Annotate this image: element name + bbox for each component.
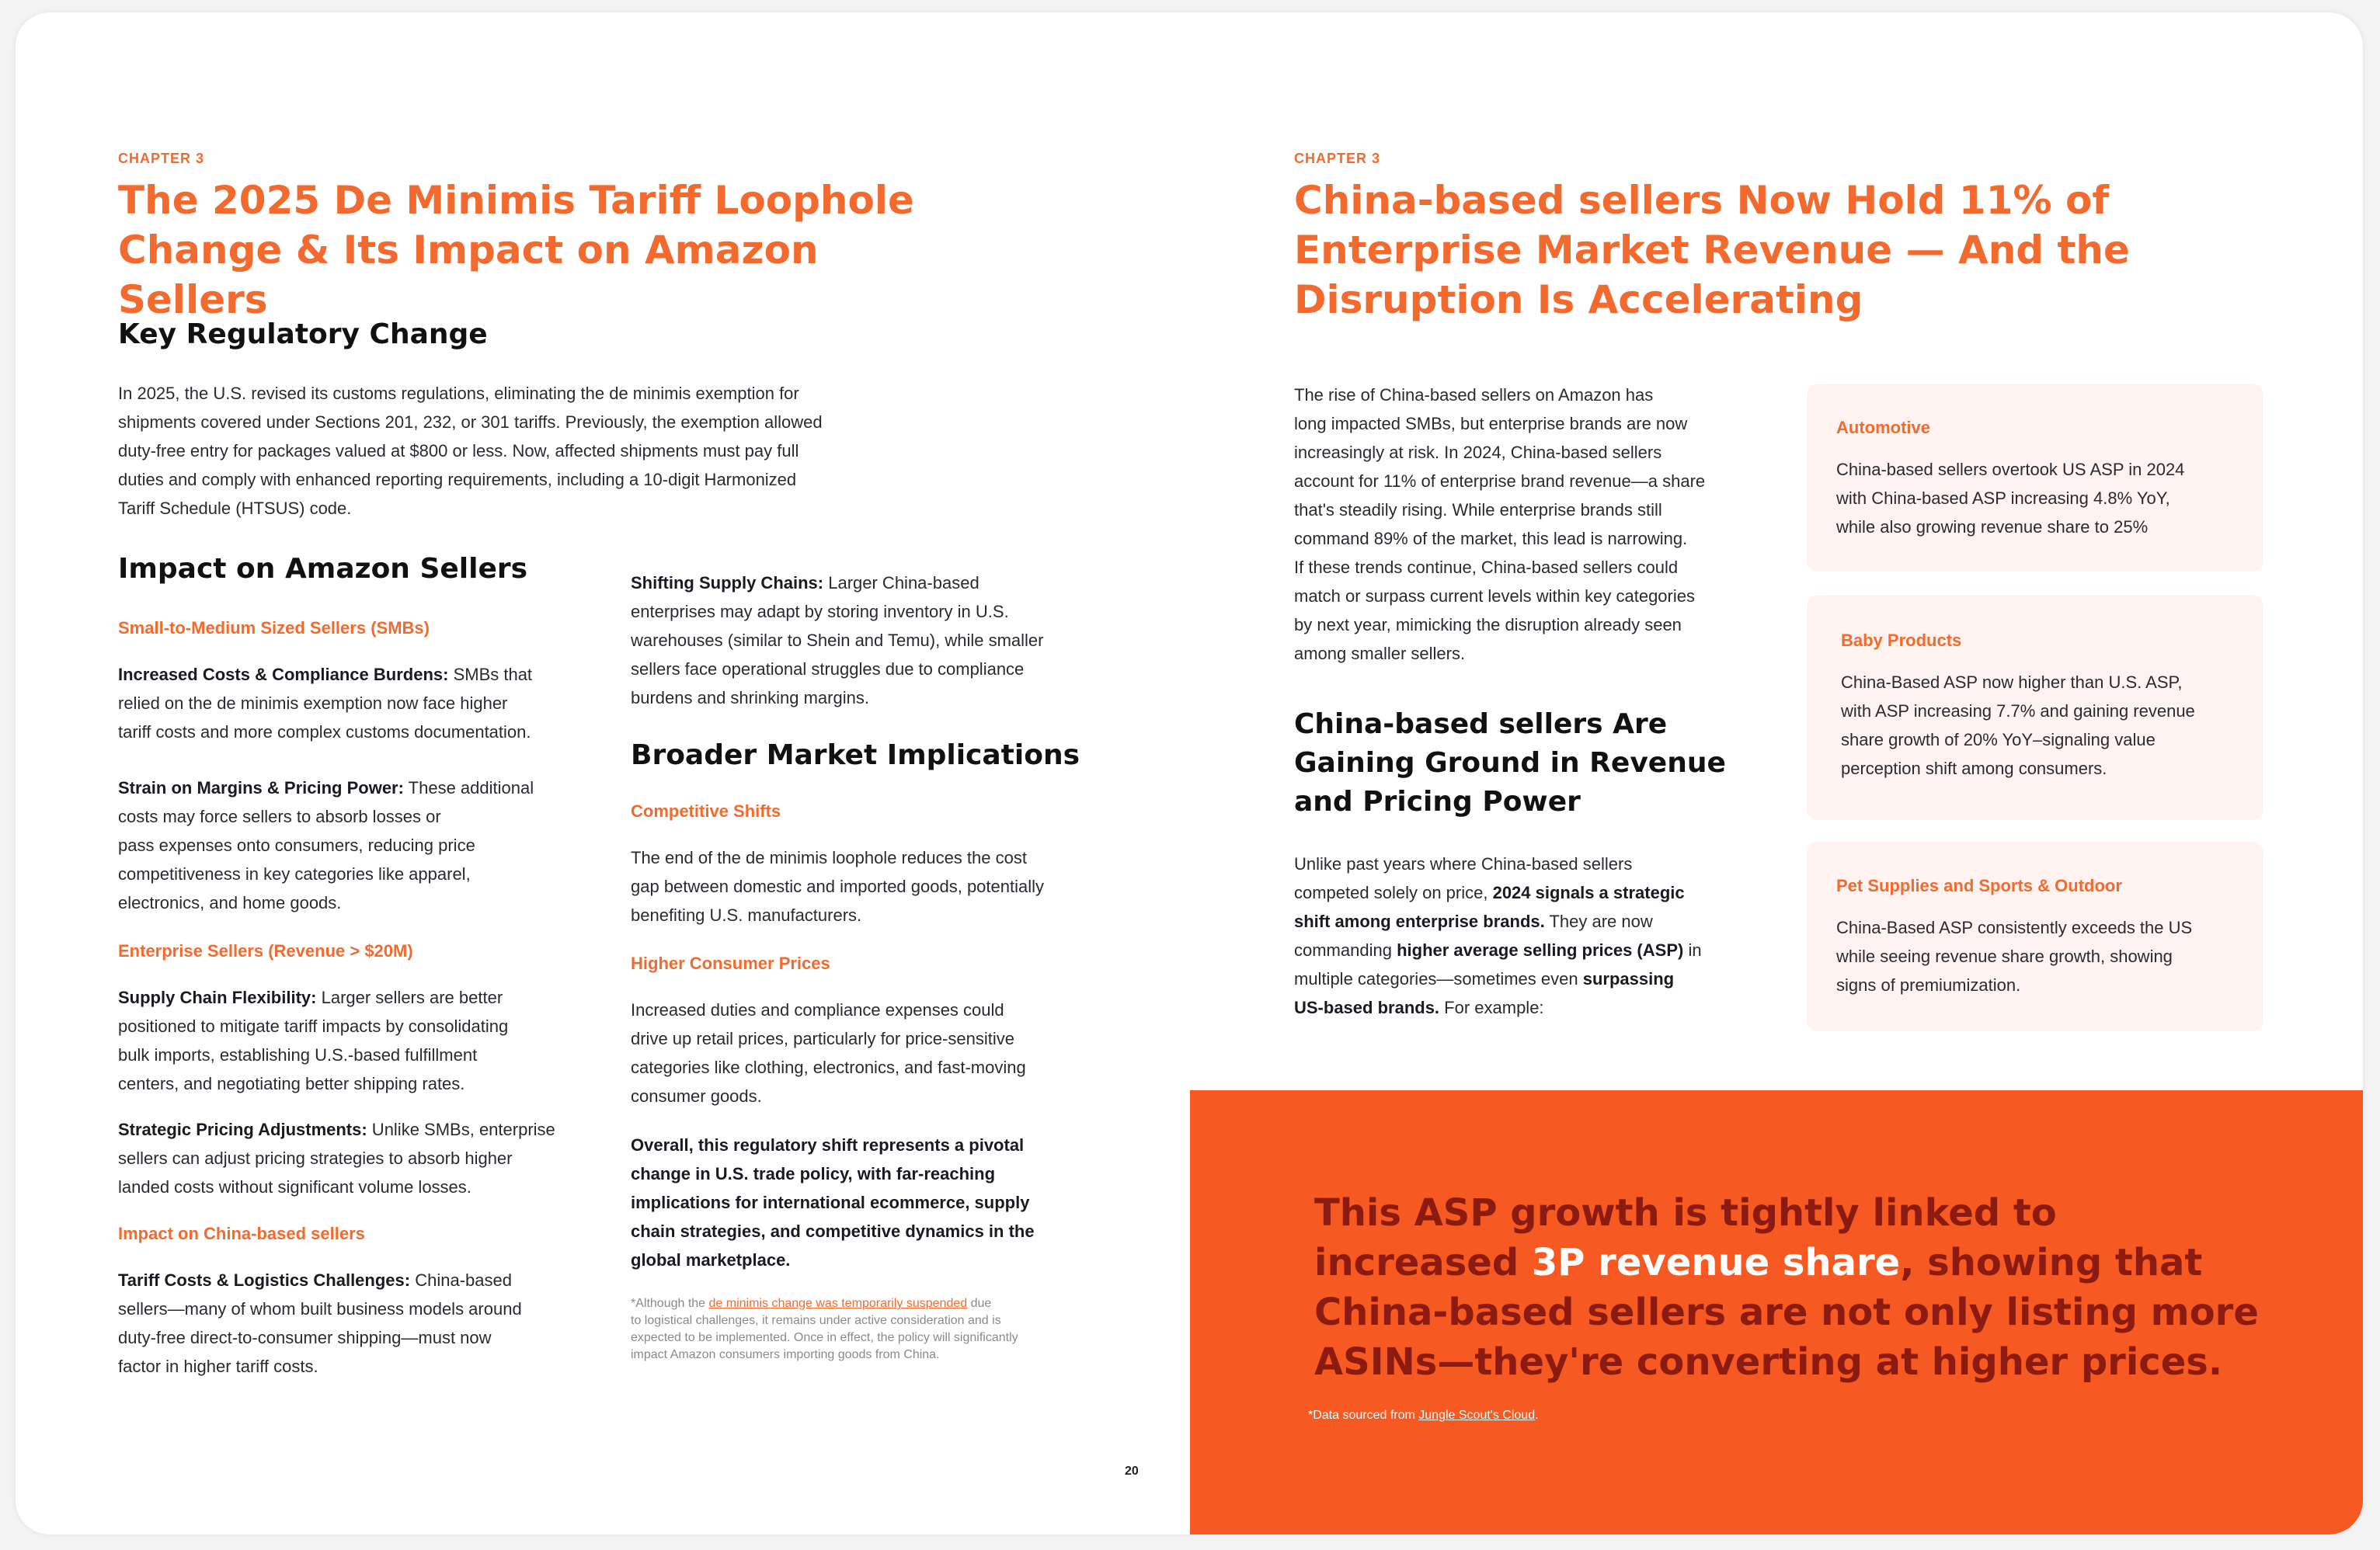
text-line: implications for international ecommerce, supply (631, 1193, 1030, 1212)
text-line: Increased duties and compliance expenses could (631, 1000, 1004, 1020)
bold-span: 2024 signals a strategic (1492, 883, 1685, 902)
text-line: bulk imports, establishing U.S.-based fulfillment (118, 1045, 478, 1065)
footnote-link[interactable]: de minimis change was temporarily suspended (708, 1297, 968, 1310)
text-span: Larger China-based (823, 573, 979, 593)
card-title: Baby Products (1841, 631, 1962, 650)
text-line: China-Based ASP consistently exceeds the US (1836, 918, 2193, 937)
text-line: burdens and shrinking margins. (631, 688, 869, 707)
tariff-logistics-paragraph (118, 1266, 615, 1381)
text-line: landed costs without significant volume losses. (118, 1177, 471, 1197)
text-line: consumer goods. (631, 1086, 762, 1106)
text-line: electronics, and home goods. (118, 893, 342, 912)
card-body (1841, 668, 2260, 783)
text-line: China-Based ASP now higher than U.S. ASP, (1841, 672, 2183, 692)
right-title-line: China-based sellers Now Hold 11% of (1294, 178, 2110, 223)
quote-span: increased (1314, 1241, 1532, 1284)
text-line: with ASP increasing 7.7% and gaining revenue (1841, 701, 2195, 721)
text-line: competitiveness in key categories like apparel, (118, 864, 471, 884)
smb-margins-paragraph (118, 773, 615, 917)
text-line: global marketplace. (631, 1250, 791, 1270)
text-line: duties and comply with enhanced reporting requirements, including a 10-digit Harmonized (118, 470, 797, 489)
text-span: *Although the (631, 1297, 709, 1310)
enterprise-subheading: Enterprise Sellers (Revenue > $20M) (118, 941, 413, 961)
text-line: pass expenses onto consumers, reducing price (118, 836, 475, 855)
bold-span: surpassing (1582, 969, 1675, 989)
bold-lead: Strategic Pricing Adjustments: (118, 1120, 367, 1139)
card-title: Automotive (1836, 418, 1930, 437)
heading-line: Gaining Ground in Revenue (1294, 747, 1726, 779)
left-title-line: Change & Its Impact on Amazon Sellers (118, 228, 819, 322)
text-line: drive up retail prices, particularly for price-sensitive (631, 1029, 1014, 1048)
smb-costs-paragraph (118, 660, 615, 746)
quote-span: , showing that (1900, 1241, 2203, 1284)
text-span: China-based (410, 1270, 512, 1290)
left-page-title (118, 176, 973, 325)
higher-prices-paragraph (631, 996, 1128, 1110)
text-line: sellers can adjust pricing strategies to absorb higher (118, 1149, 513, 1168)
text-line: The end of the de minimis loophole reduces the cost (631, 848, 1027, 867)
text-line: costs may force sellers to absorb losses or (118, 807, 441, 826)
text-line: Overall, this regulatory shift represents a pivotal (631, 1135, 1025, 1155)
text-line: with China-based ASP increasing 4.8% YoY, (1836, 488, 2170, 508)
left-title-line: The 2025 De Minimis Tariff Loophole (118, 178, 914, 223)
text-line: China-based sellers overtook US ASP in 2024 (1836, 460, 2185, 479)
china-impact-subheading: Impact on China-based sellers (118, 1224, 365, 1243)
text-line: long impacted SMBs, but enterprise brands are now (1294, 414, 1688, 433)
competitive-shifts-subheading: Competitive Shifts (631, 801, 781, 821)
bold-span: higher average selling prices (ASP) (1397, 940, 1684, 960)
left-chapter-label: CHAPTER 3 (118, 151, 205, 166)
bold-lead: Tariff Costs & Logistics Challenges: (118, 1270, 411, 1290)
text-span: due (967, 1297, 992, 1310)
card-body (1836, 913, 2256, 999)
quote-highlight: 3P revenue share (1531, 1241, 1901, 1284)
heading-line: and Pricing Power (1294, 786, 1581, 818)
text-line: duty-free entry for packages valued at $800 or less. Now, affected shipments must pay full (118, 441, 799, 460)
quote-line: ASINs—they're converting at higher prices. (1314, 1340, 2223, 1384)
key-regulatory-paragraph (118, 379, 973, 523)
text-span: For example: (1439, 998, 1544, 1017)
page-number: 20 (1125, 1465, 1139, 1478)
card-body (1836, 455, 2256, 541)
bold-span: shift among enterprise brands. (1294, 912, 1545, 931)
quote-line: China-based sellers are not only listing more (1314, 1291, 2259, 1334)
text-line: gap between domestic and imported goods, potentially (631, 877, 1045, 896)
text-span: commanding (1294, 940, 1397, 960)
competitive-shifts-paragraph (631, 843, 1128, 930)
shifting-supply-paragraph (631, 568, 1128, 712)
overall-summary-paragraph (631, 1131, 1128, 1274)
text-line: benefiting U.S. manufacturers. (631, 905, 862, 925)
text-line: centers, and negotiating better shipping rates. (118, 1074, 465, 1093)
bold-lead: Increased Costs & Compliance Burdens: (118, 665, 449, 684)
text-span: multiple categories—sometimes even (1294, 969, 1583, 989)
text-span: competed solely on price, (1294, 883, 1493, 902)
text-line: duty-free direct-to-consumer shipping—must now (118, 1328, 492, 1347)
text-line: by next year, mimicking the disruption already seen (1294, 615, 1682, 634)
higher-prices-subheading: Higher Consumer Prices (631, 954, 830, 973)
pet-supplies-card (1807, 842, 2263, 1031)
text-line: chain strategies, and competitive dynamics in the (631, 1222, 1035, 1241)
text-line: while also growing revenue share to 25% (1836, 517, 2149, 537)
text-span: Unlike SMBs, enterprise (367, 1120, 555, 1139)
pricing-adjustments-paragraph (118, 1115, 615, 1201)
text-line: If these trends continue, China-based sellers could (1294, 558, 1679, 577)
text-line: factor in higher tariff costs. (118, 1357, 318, 1376)
text-line: signs of premiumization. (1836, 975, 2021, 995)
text-line: perception shift among consumers. (1841, 759, 2107, 778)
card-title: Pet Supplies and Sports & Outdoor (1836, 876, 2122, 895)
right-title-line: Disruption Is Accelerating (1294, 277, 1863, 322)
text-line: tariff costs and more complex customs documentation. (118, 722, 531, 742)
text-line: categories like clothing, electronics, and fast-moving (631, 1058, 1026, 1077)
text-span: These additional (403, 778, 534, 798)
text-line: sellers face operational struggles due to compliance (631, 659, 1025, 679)
text-line: impact Amazon consumers importing goods from China. (631, 1348, 940, 1361)
text-line: warehouses (similar to Shein and Temu), while smaller (631, 631, 1044, 650)
text-line: while seeing revenue share growth, showing (1836, 947, 2173, 966)
text-line: positioned to mitigate tariff impacts by consolidating (118, 1017, 509, 1036)
impact-heading: Impact on Amazon Sellers (118, 553, 528, 585)
text-line: that's steadily rising. While enterprise brands still (1294, 500, 1662, 520)
text-line: to logistical challenges, it remains under active consideration and is (631, 1314, 1001, 1327)
key-regulatory-heading: Key Regulatory Change (118, 318, 488, 350)
right-page-title (1294, 176, 2265, 325)
baby-products-card (1807, 595, 2263, 820)
data-source-note (1308, 1409, 1539, 1423)
intro-paragraph (1294, 381, 1776, 668)
text-span: SMBs that (448, 665, 533, 684)
text-line: Tariff Schedule (HTSUS) code. (118, 499, 352, 518)
text-span: . (1535, 1409, 1539, 1422)
automotive-card (1807, 384, 2263, 572)
text-span: They are now (1544, 912, 1653, 931)
unlike-past-paragraph (1294, 850, 1776, 1022)
text-line: shipments covered under Sections 201, 232, or 301 tariffs. Previously, the exemption allowed (118, 412, 823, 432)
broader-market-heading: Broader Market Implications (631, 739, 1080, 771)
text-line: account for 11% of enterprise brand revenue—a share (1294, 471, 1706, 491)
right-title-line: Enterprise Market Revenue — And the (1294, 228, 2130, 273)
text-span: *Data sourced from (1308, 1409, 1419, 1422)
text-line: match or surpass current levels within key categories (1294, 586, 1695, 606)
data-source-link[interactable]: Jungle Scout's Cloud (1418, 1409, 1536, 1422)
heading-line: China-based sellers Are (1294, 708, 1668, 740)
text-line: share growth of 20% YoY–signaling value (1841, 730, 2156, 749)
text-line: In 2025, the U.S. revised its customs regulations, eliminating the de minimis exemption for (118, 384, 799, 403)
report-spread (16, 12, 2363, 1534)
highlight-panel (1190, 1090, 2363, 1534)
footnote (631, 1295, 1128, 1364)
bold-span: US-based brands. (1294, 998, 1440, 1017)
bold-lead: Strain on Margins & Pricing Power: (118, 778, 404, 798)
quote-line: This ASP growth is tightly linked to (1314, 1191, 2057, 1235)
text-line: The rise of China-based sellers on Amazon has (1294, 385, 1654, 405)
text-line: change in U.S. trade policy, with far-reaching (631, 1164, 996, 1183)
pull-quote (1314, 1188, 2324, 1387)
text-span: Larger sellers are better (316, 988, 503, 1007)
text-line: Unlike past years where China-based sellers (1294, 854, 1633, 874)
text-line: relied on the de minimis exemption now face higher (118, 693, 508, 713)
smb-subheading: Small-to-Medium Sized Sellers (SMBs) (118, 618, 430, 638)
gaining-ground-heading (1294, 705, 1776, 822)
text-line: expected to be implemented. Once in effect, the policy will significantly (631, 1331, 1018, 1344)
right-chapter-label: CHAPTER 3 (1294, 151, 1381, 166)
text-line: command 89% of the market, this lead is narrowing. (1294, 529, 1688, 548)
text-line: enterprises may adapt by storing inventory in U.S. (631, 602, 1009, 621)
text-line: sellers—many of whom built business models around (118, 1299, 522, 1319)
text-line: among smaller sellers. (1294, 644, 1466, 663)
bold-lead: Supply Chain Flexibility: (118, 988, 317, 1007)
text-line: increasingly at risk. In 2024, China-based sellers (1294, 443, 1662, 462)
bold-lead: Shifting Supply Chains: (631, 573, 824, 593)
text-span: in (1683, 940, 1702, 960)
supply-chain-paragraph (118, 983, 615, 1098)
